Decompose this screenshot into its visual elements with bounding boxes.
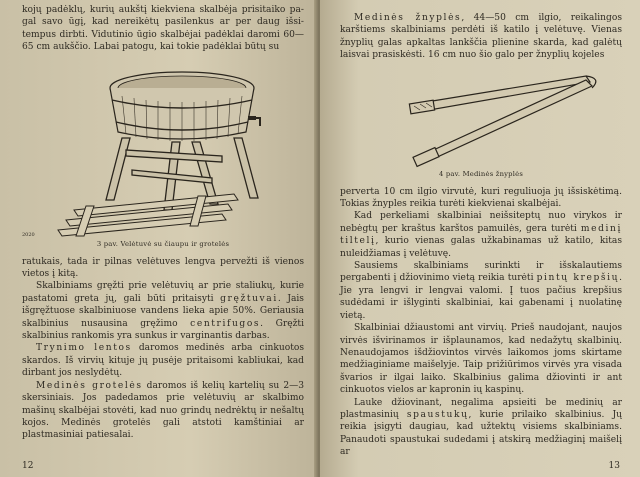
text-line: vietos į kitą. — [22, 269, 79, 280]
paragraph-grates — [22, 380, 304, 442]
text-line: kojų padėklų, kurių aukštį kiekviena skalbėja prisitaiko pa- — [22, 5, 304, 15]
paragraph-bridge — [340, 210, 622, 260]
text-line: gal savo ūgį, kad nereikėtų pasilenkus ar per daug išsi- — [22, 17, 304, 28]
text-line: ratukais, tada ir pilnas velėtuves lengva pervežti iš vienos — [22, 256, 304, 267]
text-run: . Gręžti skalbinius rankomis yra sunkus ir varginantis darbas. — [22, 318, 304, 342]
paragraph-ropes: Skalbiniai džiaustomi ant virvių. Prieš naudojant, naujos virvės išvirinamos ir išplaunamos, kad nedažytų skalbinių. Nenaudojamos išdžiovintos virvės laikomos joms skirtame medžiaginiame maišelyje. Taip prižiūrimos virvės yra visada švarios ir ilgai laiko. Skalbinius galima džiovinti ir ant cinkuotos vielos ar kapronin ių kaspinų. — [340, 323, 622, 396]
top-paragraph — [22, 4, 304, 54]
term-tongs: Medinės žnyplės — [354, 13, 462, 23]
text-run: , kurie prilaiko skalbinius. Jų reikia įsigyti daugiau, kad užtektų visiems skalbiniams. Panaudoti spaustukai sudedami į atskirą medžiaginį maišelį ar — [340, 409, 622, 458]
text-run: Skalbiniams gręžti prie velėtuvių ar prie staliukų, kurie pastatomi greta jų, gali būti pritaisyti — [22, 281, 304, 304]
text-run: , kurio vienas galas užkabinamas už katilo, kitas nuleidžiamas į velėtuvę. — [340, 236, 622, 259]
washtub-illustration — [22, 60, 304, 240]
term-centrifuges: centrifugos — [190, 318, 261, 329]
text-run: Sausiems skalbiniams surinkti ir išskalautiems pergabenti į džiovinimo vietą reikia turėti — [340, 261, 622, 284]
text-line: tempus dirbti. Vidutinio ūgio skalbėjai padėklai daromi 60— — [22, 29, 304, 40]
term-baskets: pintų krepšių — [536, 273, 620, 284]
figure-caption: 4 pav. Medinės žnyplės — [438, 169, 524, 178]
figure-mark: 2020 — [22, 231, 35, 238]
left-page — [0, 0, 318, 477]
right-page — [320, 0, 640, 477]
page-number-left: 12 — [22, 461, 34, 471]
figure-tongs — [340, 66, 622, 186]
term-bridge: medinį tiltelį — [340, 223, 622, 247]
paragraph-tongs — [340, 12, 622, 62]
figure-washtub — [22, 60, 304, 250]
term-pegs: spaustukų — [406, 409, 469, 420]
paragraph-wringers — [22, 280, 304, 342]
figure-caption: 3 pav. Velėtuvė su čiaupu ir grotelės — [96, 239, 230, 248]
text-run: Kad perkeliami skalbiniai neišsiteptų nuo virykos ir nebėgtų per kraštus karštos pamuilės, gera turėti — [340, 211, 622, 234]
paragraph-tongs-cont: perverta 10 cm ilgio virvutė, kuri reguliuoja jų išsiskėtimą. Tokias žnyples reikia turėti kiekvienai skalbėjai. — [340, 186, 622, 210]
text-run: , 44—50 cm ilgio, reikalingos karštiems skalbiniams perdėti iš katilo į velėtuvę. Vienas žnyplių galas apkaltas lankščia plienine skarda, kad galėtų laisvai prasiskėsti. 16 cm nuo šio galo per žnyplių kojeles — [340, 13, 622, 61]
page-number-right: 13 — [608, 461, 620, 471]
term-washboards: Trynimo lentos — [36, 343, 132, 354]
paragraph-baskets — [340, 260, 622, 322]
text-run: . Jais išgręžtuose skalbiniuose vandens lieka apie 50%. Geriausia skalbinius nusausina gręžimo — [22, 293, 304, 329]
text-run: . Jie yra lengvi ir lengvai valomi. Į tuos pačius krepšius sudėdami ir išlyginti skalbiniai, kai gabenami į nuolatinę vietą. — [340, 273, 623, 321]
text-run: daromos medinės arba cinkuotos skardos. Iš virvių kituje jų pusėje pritaisomi kabliukai, kad dirbant jos neslydėtų. — [22, 343, 304, 379]
continuation-paragraph — [22, 256, 304, 281]
paragraph-pegs — [340, 397, 622, 459]
text-run: Lauke džiovinant, negalima apsieiti be medinių ar plastmasinių — [340, 397, 622, 420]
text-run: daromos iš kelių kartelių su 2—3 skersiniais. Jos padedamos prie velėtuvių ar skalbimo mašinų skalbėjai stovėti, kad nuo grindų nedrėktų ir nešaltų kojos. Medinės grotelės gali atstoti kamštiniai ar plastmasiniai patiesalai. — [22, 380, 304, 441]
tongs-illustration — [340, 66, 622, 170]
text-line: 65 cm aukščio. Labai patogu, kai tokie padėklai būtų su — [22, 42, 280, 53]
term-grates: Medinės grotelės — [36, 380, 143, 391]
paragraph-washboards — [22, 342, 304, 379]
term-wringers: gręžtuvai — [220, 293, 278, 304]
